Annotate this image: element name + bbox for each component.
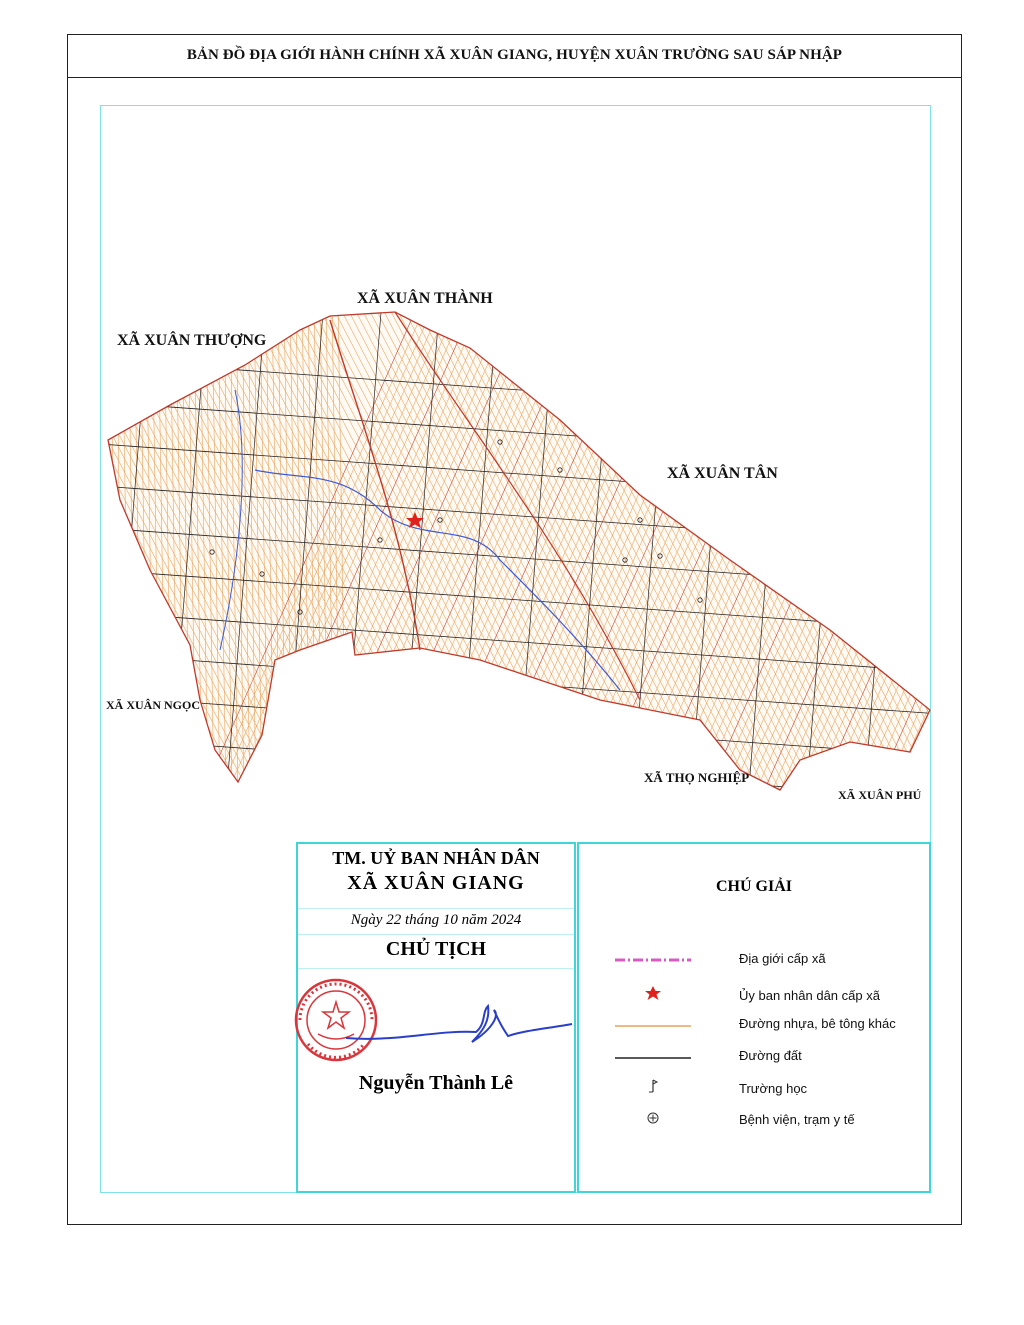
neighbor-label-northwest: XÃ XUÂN THƯỢNG bbox=[117, 332, 267, 349]
legend-label-boundary: Địa giới cấp xã bbox=[739, 951, 826, 966]
signature-divider-3 bbox=[298, 968, 574, 969]
boundary-line-symbol bbox=[615, 952, 691, 968]
signature-position: CHỦ TỊCH bbox=[385, 938, 487, 960]
legend-title: CHÚ GIẢI bbox=[715, 878, 792, 895]
parcel-line bbox=[984, 300, 1024, 800]
parcel-line bbox=[980, 300, 1024, 800]
parcel-line bbox=[116, 300, 124, 800]
neighbor-label-southwest: XÃ XUÂN NGỌC bbox=[106, 698, 200, 712]
signature-divider-1 bbox=[298, 908, 574, 909]
parcel-line bbox=[945, 300, 1024, 800]
legend-label-hospital: Bệnh viện, trạm y tế bbox=[739, 1112, 855, 1127]
legend-label-paved-road: Đường nhựa, bê tông khác bbox=[739, 1016, 896, 1031]
parcel-line bbox=[936, 300, 1024, 800]
parcel-line bbox=[938, 300, 1024, 800]
star-icon bbox=[615, 985, 691, 1001]
parcel-line bbox=[968, 300, 1024, 800]
parcel-line bbox=[1001, 300, 1024, 800]
parcel-line bbox=[992, 300, 1024, 800]
handwritten-signature bbox=[346, 1006, 572, 1042]
parcel-line bbox=[924, 300, 1024, 800]
parcel-line bbox=[912, 300, 1024, 800]
parcel-line bbox=[1000, 300, 1024, 800]
official-stamp bbox=[296, 980, 376, 1060]
neighbor-label-east: XÃ XUÂN TÂN bbox=[667, 465, 778, 482]
parcel-line bbox=[122, 300, 130, 800]
signature-divider-2 bbox=[298, 934, 574, 935]
parcel-line bbox=[920, 300, 1024, 800]
parcel-line bbox=[973, 300, 1024, 800]
parcel-line bbox=[931, 300, 1024, 800]
hospital-icon bbox=[615, 1110, 691, 1126]
parcel-line bbox=[994, 300, 1024, 800]
legend-label-school: Trường học bbox=[739, 1081, 808, 1096]
signer-name: Nguyễn Thành Lê bbox=[358, 1072, 514, 1094]
parcel-line bbox=[910, 300, 1024, 800]
paved-road-symbol bbox=[615, 1018, 691, 1034]
legend-label-dirt-road: Đường đất bbox=[739, 1048, 802, 1063]
signature-org-line1: TM. UỶ BAN NHÂN DÂN bbox=[332, 848, 540, 868]
signature-org-line2: XÃ XUÂN GIANG bbox=[347, 872, 525, 894]
parcel-line bbox=[960, 300, 1024, 800]
parcel-line bbox=[128, 300, 136, 800]
parcel-line bbox=[952, 300, 1024, 800]
parcel-line bbox=[1008, 300, 1024, 800]
school-icon bbox=[615, 1078, 691, 1094]
parcel-line bbox=[917, 300, 1024, 800]
parcel-line bbox=[976, 300, 1024, 800]
legend-block bbox=[577, 842, 931, 1193]
map-title: BẢN ĐỒ ĐỊA GIỚI HÀNH CHÍNH XÃ XUÂN GIANG, HUYỆN XUÂN TRƯỜNG SAU SÁP NHẬP bbox=[186, 47, 843, 63]
parcel-line bbox=[952, 300, 1024, 800]
parcel-line bbox=[1015, 300, 1024, 800]
signature-area bbox=[286, 972, 576, 1072]
legend-label-committee: Ủy ban nhân dân cấp xã bbox=[739, 988, 880, 1003]
parcel-line bbox=[987, 300, 1024, 800]
signature-block bbox=[296, 842, 576, 1193]
parcel-line bbox=[110, 300, 118, 800]
signature-date: Ngày 22 tháng 10 năm 2024 bbox=[350, 912, 522, 928]
parcel-line bbox=[928, 300, 1024, 800]
dirt-road-symbol bbox=[615, 1050, 691, 1066]
parcel-line bbox=[1008, 300, 1024, 800]
parcel-line bbox=[100, 780, 940, 840]
neighbor-label-southeast: XÃ XUÂN PHÚ bbox=[838, 788, 922, 802]
neighbor-label-north: XÃ XUÂN THÀNH bbox=[357, 290, 493, 307]
parcel-line bbox=[944, 300, 1024, 800]
parcel-line bbox=[959, 300, 1024, 800]
parcel-line bbox=[1016, 300, 1024, 800]
parcel-line bbox=[966, 300, 1024, 800]
neighbor-label-south: XÃ THỌ NGHIỆP bbox=[644, 770, 750, 785]
